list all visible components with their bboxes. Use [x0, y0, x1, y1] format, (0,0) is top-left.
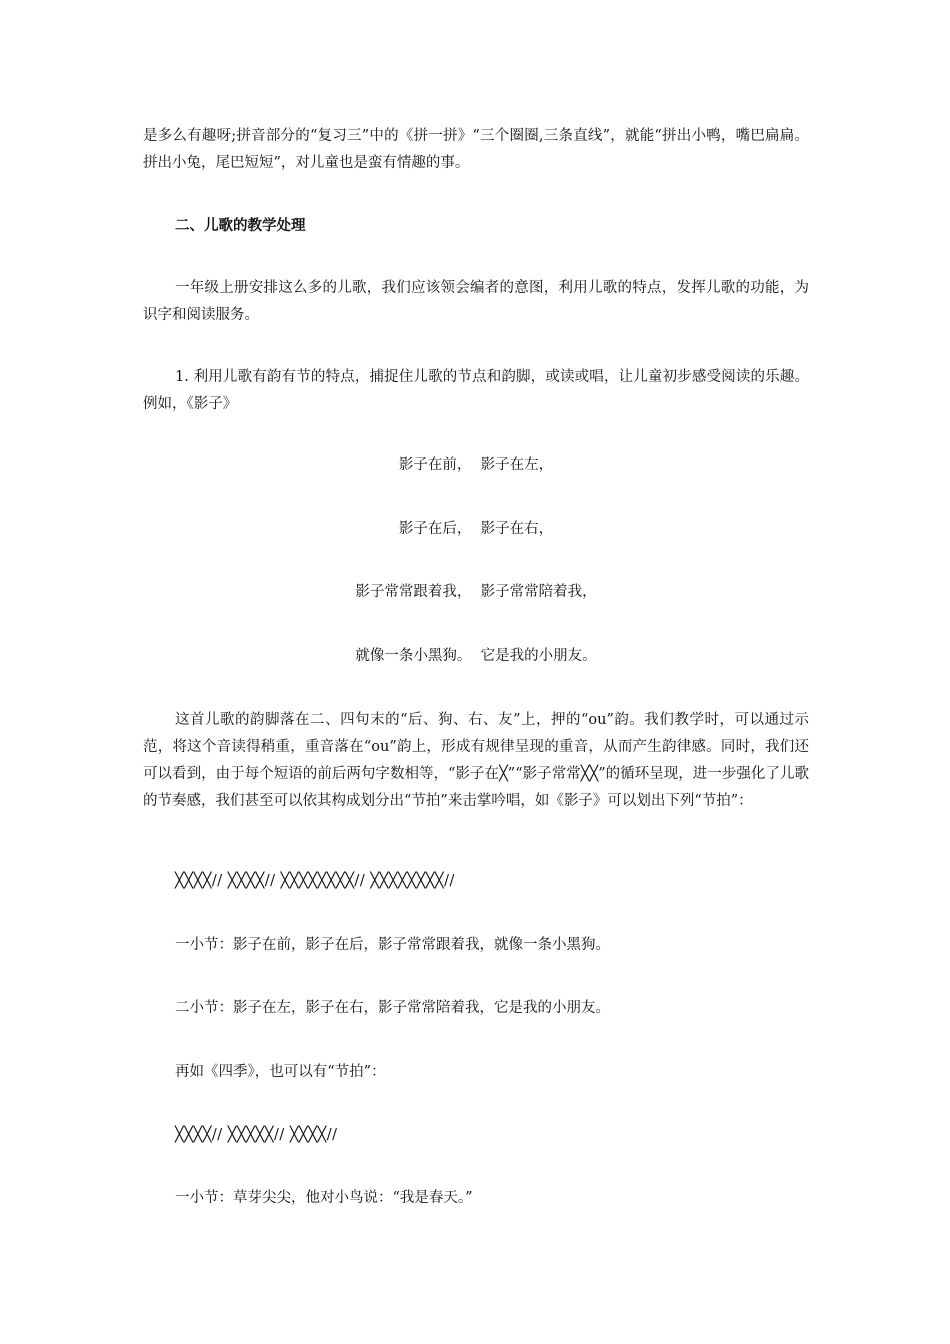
- beat-pattern-1: ╳╳╳╳// ╳╳╳╳// ╳╳╳╳╳╳╳╳// ╳╳╳╳╳╳╳╳//: [175, 873, 455, 889]
- second-example-intro: 再如《四季》，也可以有“节拍”：: [175, 1064, 386, 1080]
- beat-section-2: 二小节：影子在左，影子在右，影子常常陪着我，它是我的小朋友。: [175, 1000, 610, 1016]
- beat-pattern-2: ╳╳╳╳// ╳╳╳╳╳// ╳╳╳╳//: [175, 1127, 338, 1143]
- poem-line-3: 影子常常跟着我， 影子常常陪着我，: [355, 584, 597, 600]
- beat-section-1: 一小节：影子在前，影子在后，影子常常跟着我，就像一条小黑狗。: [175, 937, 610, 953]
- paragraph-rhyme-analysis: 这首儿歌的韵脚落在二、四句末的“后、狗、右、友”上，押的“ou”韵。我们教学时，可以通过示范，将这个音读得稍重，重音落在“ou”韵上，形成有规律呈现的重音，从而产生韵律感。同时，我们还可以看到，由于每个短语的前后两句字数相等，“影子在╳”“影子常常╳╳”的循环呈现，进一步强化了儿歌的节奏感，我们甚至可以依其构成划分出“节拍”来击掌吟唱，如《影子》可以划出下列“节拍”：: [143, 712, 809, 809]
- paragraph-intro-songs: 一年级上册安排这么多的儿歌，我们应该领会编者的意图，利用儿歌的特点，发挥儿歌的功能，为识字和阅读服务。: [143, 280, 809, 323]
- poem-line-1: 影子在前， 影子在左，: [398, 457, 554, 473]
- intro-continuation-paragraph: 是多么有趣呀;拼音部分的“复习三”中的《拼一拼》“三个圈圈,三条直线”，就能“拼出小鸭，嘴巴扁扁。拼出小兔，尾巴短短”，对儿童也是蛮有情趣的事。: [143, 128, 809, 171]
- paragraph-point-1: 1. 利用儿歌有韵有节的特点，捕捉住儿歌的节点和韵脚，或读或唱，让儿童初步感受阅读的乐趣。例如，《影子》: [143, 369, 809, 412]
- poem-line-4: 就像一条小黑狗。 它是我的小朋友。: [355, 648, 597, 664]
- section-heading: 二、儿歌的教学处理: [175, 217, 306, 234]
- beat-section-3: 一小节：草芽尖尖，他对小鸟说：“我是春天。”: [175, 1190, 473, 1206]
- poem-line-2: 影子在后， 影子在右，: [398, 521, 554, 537]
